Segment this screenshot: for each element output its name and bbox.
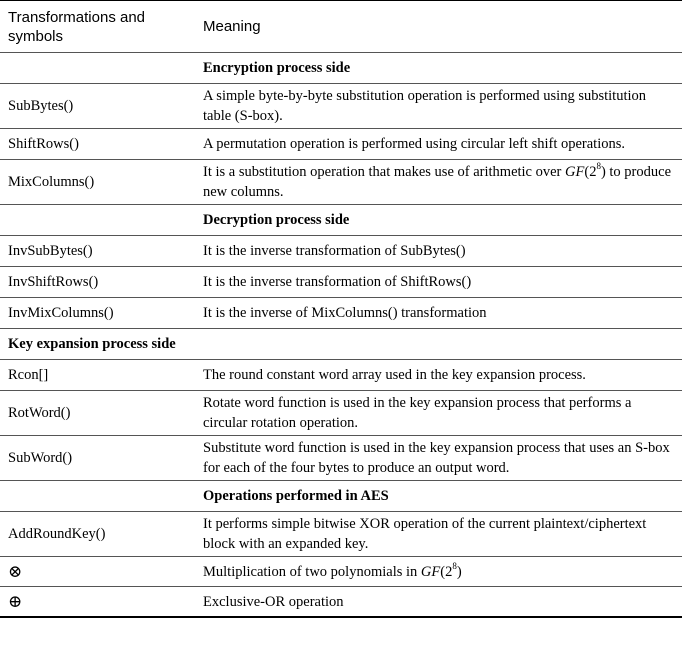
gf-exponent: 8	[452, 560, 457, 571]
header-transformations: Transformations and symbols	[0, 1, 195, 53]
table-row	[0, 129, 682, 160]
table-row	[0, 436, 682, 481]
oplus-icon: ⊕	[0, 587, 195, 618]
gf-label: GF	[565, 164, 585, 180]
meaning-rotword: Rotate word function is used in the key expansion process that performs a circular rotation operation.	[195, 391, 682, 436]
section-row-decryption	[0, 205, 682, 236]
table-row	[0, 587, 682, 618]
section-aes-ops: Operations performed in AES	[195, 481, 682, 512]
meaning-oplus: Exclusive-OR operation	[195, 587, 682, 618]
symbol-mixcolumns: MixColumns()	[0, 160, 195, 205]
symbol-subword: SubWord()	[0, 436, 195, 481]
gf-base: (2	[584, 164, 597, 180]
table-row	[0, 84, 682, 129]
table-row	[0, 236, 682, 267]
meaning-rcon: The round constant word array used in the key expansion process.	[195, 360, 682, 391]
gf-label: GF	[420, 563, 441, 580]
table-row	[0, 391, 682, 436]
gf-exponent: 8	[596, 161, 601, 172]
symbol-rcon: Rcon[]	[0, 360, 195, 391]
table-row	[0, 360, 682, 391]
symbol-invshiftrows: InvShiftRows()	[0, 267, 195, 298]
meaning-invshiftrows: It is the inverse transformation of ShiftRows()	[195, 267, 682, 298]
meaning-mixcolumns-post: ) to produce new columns.	[203, 164, 672, 200]
meaning-otimes	[195, 557, 682, 587]
symbol-invsubbytes: InvSubBytes()	[0, 236, 195, 267]
symbol-rotword: RotWord()	[0, 391, 195, 436]
symbol-invmixcolumns: InvMixColumns()	[0, 298, 195, 329]
gf-base: (2	[440, 563, 453, 580]
table-row	[0, 298, 682, 329]
section-decryption: Decryption process side	[195, 205, 682, 236]
symbol-shiftrows: ShiftRows()	[0, 129, 195, 160]
meaning-invmixcolumns: It is the inverse of MixColumns() transformation	[195, 298, 682, 329]
table-row	[0, 512, 682, 557]
header-meaning: Meaning	[195, 1, 682, 53]
table-header-row	[0, 1, 682, 53]
section-encryption: Encryption process side	[195, 53, 682, 84]
table-row	[0, 557, 682, 587]
meaning-shiftrows: A permutation operation is performed using circular left shift operations.	[195, 129, 682, 160]
section-row-encryption	[0, 53, 682, 84]
meaning-mixcolumns	[195, 160, 682, 205]
meaning-subword: Substitute word function is used in the key expansion process that uses an S-box for each of the four bytes to produce an output word.	[195, 436, 682, 481]
meaning-addroundkey: It performs simple bitwise XOR operation of the current plaintext/ciphertext block with an expanded key.	[195, 512, 682, 557]
meaning-invsubbytes: It is the inverse transformation of SubBytes()	[195, 236, 682, 267]
section-key-expansion: Key expansion process side	[0, 329, 195, 360]
section-row-aes-ops	[0, 481, 682, 512]
meaning-otimes-post: )	[456, 563, 462, 580]
symbol-subbytes: SubBytes()	[0, 84, 195, 129]
table-row	[0, 267, 682, 298]
table-row	[0, 160, 682, 205]
symbol-addroundkey: AddRoundKey()	[0, 512, 195, 557]
meaning-subbytes: A simple byte-by-byte substitution operation is performed using substitution table (S-box).	[195, 84, 682, 129]
section-row-key-expansion	[0, 329, 682, 360]
meaning-otimes-pre: Multiplication of two polynomials in	[203, 563, 421, 580]
otimes-icon: ⊗	[0, 557, 195, 587]
meaning-mixcolumns-pre: It is a substitution operation that makes use of arithmetic over	[203, 164, 566, 180]
